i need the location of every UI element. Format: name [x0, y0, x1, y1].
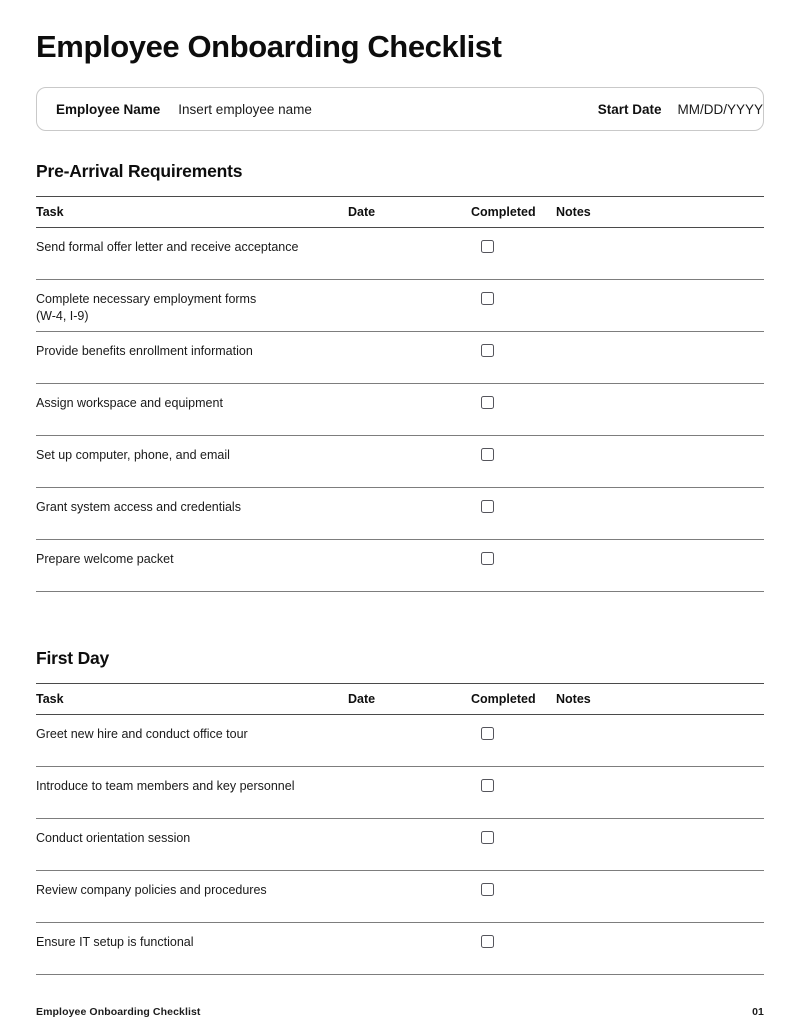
completed-checkbox[interactable] — [481, 883, 494, 896]
column-header-task: Task — [36, 205, 64, 220]
page-footer — [36, 1006, 764, 1018]
table-row — [36, 332, 764, 383]
task-text: Grant system access and credentials — [36, 500, 241, 515]
completed-checkbox[interactable] — [481, 831, 494, 844]
task-completed-cell — [471, 395, 556, 409]
first-day-table — [36, 683, 764, 975]
column-header-notes: Notes — [556, 205, 591, 220]
start-date-label: Start Date — [597, 101, 662, 117]
task-text: Greet new hire and conduct office tour — [36, 727, 248, 742]
task-completed-cell — [471, 934, 556, 948]
task-text: Conduct orientation session — [36, 831, 191, 846]
task-label — [36, 726, 348, 743]
task-text: Ensure IT setup is functional — [36, 935, 194, 950]
task-completed-cell — [471, 726, 556, 740]
table-header-row — [36, 684, 764, 714]
task-label — [36, 778, 348, 795]
section-pre-arrival — [36, 161, 764, 592]
table-row — [36, 488, 764, 539]
task-label — [36, 239, 348, 256]
employee-info-box — [36, 87, 764, 131]
task-text-line2: (W-4, I-9) — [36, 308, 89, 323]
completed-checkbox[interactable] — [481, 344, 494, 357]
table-row — [36, 767, 764, 818]
completed-checkbox[interactable] — [481, 448, 494, 461]
completed-checkbox[interactable] — [481, 396, 494, 409]
task-label — [36, 343, 348, 360]
task-text: Prepare welcome packet — [36, 552, 174, 567]
task-completed-cell — [471, 291, 556, 305]
table-row — [36, 280, 764, 331]
task-text: Provide benefits enrollment information — [36, 344, 253, 359]
completed-checkbox[interactable] — [481, 552, 494, 565]
task-text: Complete necessary employment forms — [36, 292, 257, 307]
column-header-completed: Completed — [471, 205, 536, 220]
table-bottom-rule — [36, 591, 764, 592]
task-label — [36, 499, 348, 516]
start-date-field[interactable] — [598, 102, 763, 117]
task-label — [36, 882, 348, 899]
column-header-date: Date — [348, 205, 376, 220]
start-date-input[interactable]: MM/DD/YYYY — [677, 101, 763, 117]
task-completed-cell — [471, 551, 556, 565]
section-heading: Pre-Arrival Requirements — [36, 161, 243, 182]
table-row — [36, 819, 764, 870]
task-completed-cell — [471, 239, 556, 253]
column-header-date: Date — [348, 692, 376, 707]
task-text: Review company policies and procedures — [36, 883, 267, 898]
completed-checkbox[interactable] — [481, 500, 494, 513]
column-header-completed: Completed — [471, 692, 536, 707]
task-text: Set up computer, phone, and email — [36, 448, 230, 463]
task-label — [36, 551, 348, 568]
task-label — [36, 830, 348, 847]
task-completed-cell — [471, 778, 556, 792]
completed-checkbox[interactable] — [481, 240, 494, 253]
task-completed-cell — [471, 830, 556, 844]
completed-checkbox[interactable] — [481, 727, 494, 740]
task-label — [36, 934, 348, 951]
task-text: Assign workspace and equipment — [36, 396, 223, 411]
footer-title: Employee Onboarding Checklist — [36, 1006, 201, 1018]
table-row — [36, 540, 764, 591]
page-title: Employee Onboarding Checklist — [36, 29, 502, 64]
table-row — [36, 228, 764, 279]
table-row — [36, 436, 764, 487]
completed-checkbox[interactable] — [481, 292, 494, 305]
task-label — [36, 291, 348, 324]
table-row — [36, 923, 764, 974]
table-row — [36, 384, 764, 435]
section-first-day — [36, 648, 764, 975]
table-row — [36, 715, 764, 766]
pre-arrival-table — [36, 196, 764, 592]
task-completed-cell — [471, 499, 556, 513]
section-heading: First Day — [36, 648, 110, 669]
task-completed-cell — [471, 343, 556, 357]
task-label — [36, 447, 348, 464]
employee-name-field[interactable] — [37, 102, 312, 117]
task-text: Send formal offer letter and receive acceptance — [36, 240, 299, 255]
footer-page-number: 01 — [752, 1006, 764, 1018]
employee-name-input[interactable]: Insert employee name — [178, 101, 312, 117]
task-completed-cell — [471, 882, 556, 896]
column-header-notes: Notes — [556, 692, 591, 707]
task-label — [36, 395, 348, 412]
task-text: Introduce to team members and key personnel — [36, 779, 295, 794]
table-row — [36, 871, 764, 922]
column-header-task: Task — [36, 692, 64, 707]
task-completed-cell — [471, 447, 556, 461]
completed-checkbox[interactable] — [481, 935, 494, 948]
completed-checkbox[interactable] — [481, 779, 494, 792]
table-bottom-rule — [36, 974, 764, 975]
employee-name-label: Employee Name — [56, 101, 161, 117]
table-header-row — [36, 197, 764, 227]
